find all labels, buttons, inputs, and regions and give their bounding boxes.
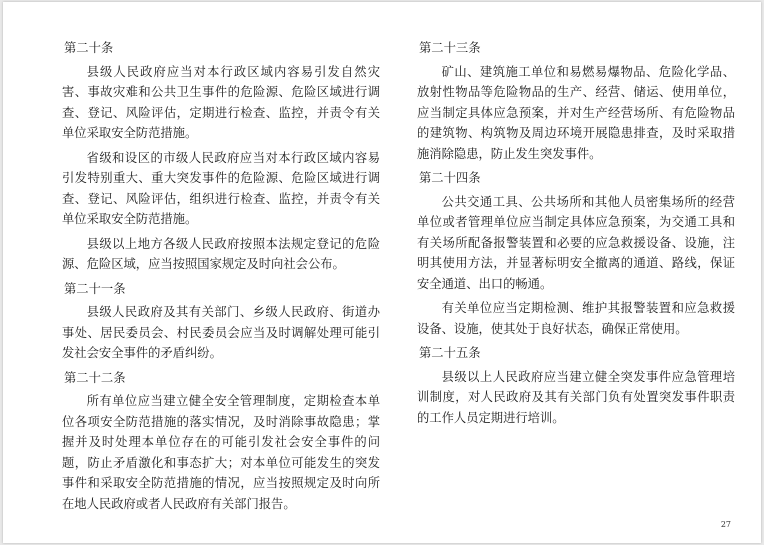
article-title: 第二十一条 [64, 281, 126, 296]
paragraph: 有关单位应当定期检测、维护其报警装置和应急救援设备、设施，使其处于良好状态，确保正常使用。 [417, 301, 735, 336]
paragraph: 所有单位应当建立健全安全管理制度，定期检查本单位各项安全防范措施的落实情况，及时消除事故隐患；掌握并及时处理本单位存在的可能引发社会安全事件的问题，防止矛盾激化和事态扩大；对本单位可能发生的突发事件和采取安全防范措施的情况，应当按照规定及时向所在地人民政府或者人民政府有关部门报告。 [62, 394, 380, 511]
paragraph: 县级人民政府应当对本行政区域内容易引发自然灾害、事故灾难和公共卫生事件的危险源、危险区域进行调查、登记、风险评估，定期进行检查、监控，并责令有关单位采取安全防范措施。 [62, 64, 380, 140]
paragraph: 县级以上地方各级人民政府按照本法规定登记的危险源、危险区域，应当按照国家规定及时向社会公布。 [62, 236, 380, 271]
article-21 [62, 279, 380, 364]
article-title: 第二十四条 [419, 171, 481, 185]
article-title: 第二十三条 [419, 41, 481, 55]
paragraph: 公共交通工具、公共场所和其他人员密集场所的经营单位或者管理单位应当制定具体应急预案，为交通工具和有关场所配备报警装置和必要的应急救援设备、设施，注明其使用方法，并显著标明安全撤离的通道、路线，保证安全通道、出口的畅通。 [417, 194, 735, 291]
paragraph: 省级和设区的市级人民政府应当对本行政区域内容易引发特别重大、重大突发事件的危险源、危险区域进行调查、登记、风险评估，组织进行检查、监控，并责令有关单位采取安全防范措施。 [62, 150, 380, 226]
article-20 [62, 38, 380, 275]
left-column [62, 38, 380, 518]
article-24 [417, 168, 735, 339]
document-page [3, 2, 761, 543]
article-title: 第二十条 [64, 41, 114, 55]
article-22 [62, 368, 380, 515]
article-title: 第二十五条 [419, 346, 481, 360]
paragraph: 县级人民政府及其有关部门、乡级人民政府、街道办事处、居民委员会、村民委员会应当及时调解处理可能引发社会安全事件的矛盾纠纷。 [62, 305, 380, 360]
article-23 [417, 38, 735, 164]
paragraph: 矿山、建筑施工单位和易燃易爆物品、危险化学品、放射性物品等危险物品的生产、经营、储运、使用单位，应当制定具体应急预案，并对生产经营场所、有危险物品的建筑物、构筑物及周边环境开展隐患排查，及时采取措施消除隐患，防止发生突发事件。 [417, 64, 735, 161]
article-25 [417, 343, 735, 428]
paragraph: 县级以上人民政府应当建立健全突发事件应急管理培训制度，对人民政府及其有关部门负有处置突发事件职责的工作人员定期进行培训。 [417, 369, 735, 425]
right-column [417, 38, 735, 432]
page-number: 27 [720, 520, 731, 529]
article-title: 第二十二条 [64, 370, 126, 385]
